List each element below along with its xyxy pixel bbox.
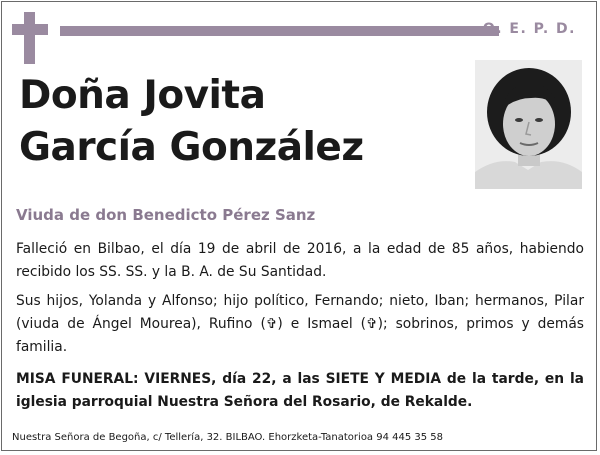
- deceased-name: [19, 70, 364, 174]
- portrait-image: [475, 60, 582, 189]
- death-notice-paragraph: Falleció en Bilbao, el día 19 de abril de 2016, a la edad de 85 años, habiendo recibido los SS. SS. y la B. A. de Su Santidad.: [16, 241, 584, 280]
- family-text-part-3: ); sobrinos, primos y demás familia.: [16, 316, 584, 355]
- deceased-cross-icon: ✞: [366, 316, 378, 332]
- portrait-photo: [475, 60, 582, 189]
- deceased-name-line-2: García González: [19, 125, 364, 170]
- deceased-name-line-1: Doña Jovita: [19, 73, 266, 118]
- family-paragraph: [16, 290, 584, 359]
- funeral-mass-paragraph: MISA FUNERAL: VIERNES, día 22, a las SIETE Y MEDIA de la tarde, en la iglesia parroquial Nuestra Señora del Rosario, de Rekalde.: [16, 371, 584, 410]
- cross-icon-vertical: [24, 12, 35, 64]
- qepd-label: Q. E. P. D.: [482, 21, 576, 37]
- widow-of-subtitle: Viuda de don Benedicto Pérez Sanz: [16, 206, 316, 224]
- family-text-part-1: Sus hijos, Yolanda y Alfonso; hijo político, Fernando; nieto, Iban; hermanos, Pilar (viuda de Ángel Mourea), Rufino (: [16, 293, 584, 332]
- cross-icon-horizontal: [12, 24, 48, 35]
- header-divider-bar: [60, 26, 499, 36]
- deceased-cross-icon: ✞: [265, 316, 278, 332]
- funeral-home-footer: Nuestra Señora de Begoña, c/ Tellería, 32. BILBAO. Ehorzketa-Tanatorioa 94 445 35 58: [12, 432, 444, 443]
- family-text-part-2: ) e Ismael (: [277, 316, 367, 332]
- obituary-card: [1, 1, 597, 451]
